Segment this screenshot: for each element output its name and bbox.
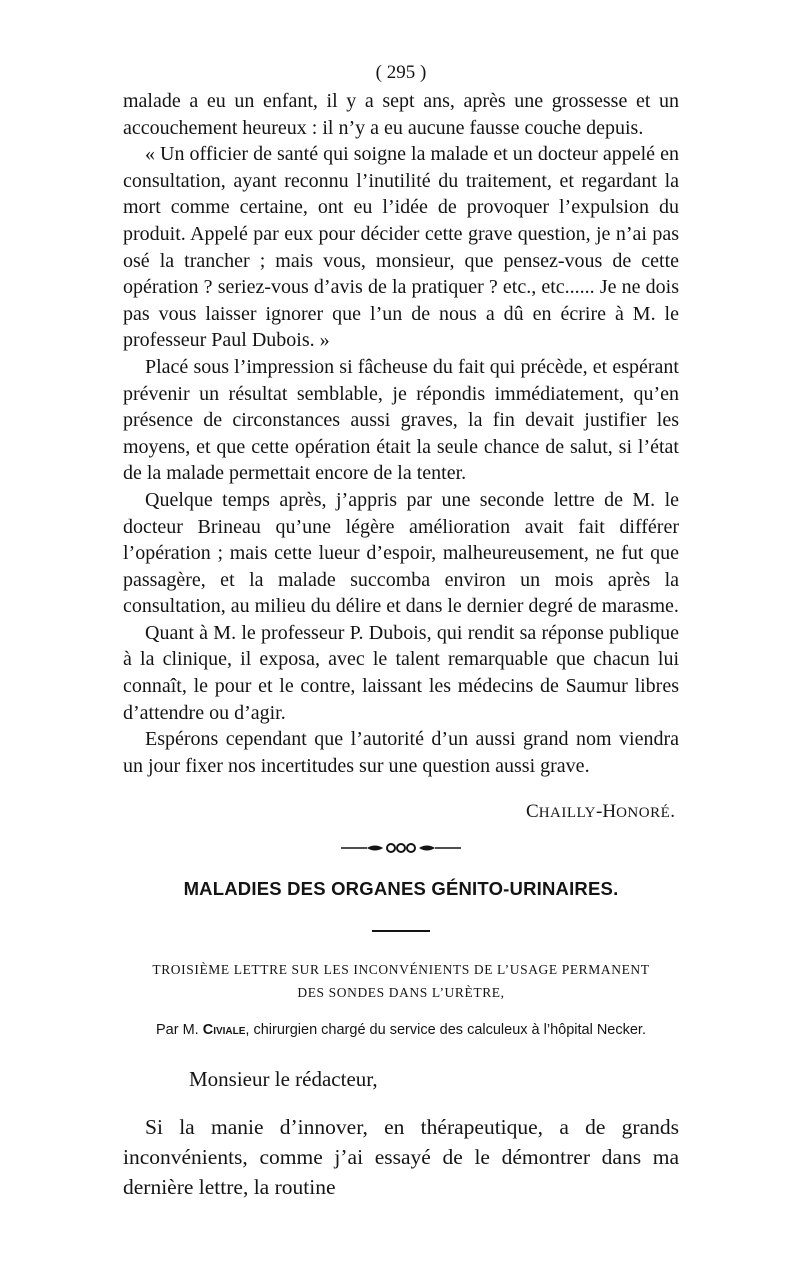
letter-title-line-2: DES SONDES DANS L’URÈTRE, <box>297 985 505 1001</box>
paragraph-5: Quant à M. le professeur P. Dubois, qui rendit sa réponse publique à la clinique, il exposa, avec le talent remarquable que chacun lui connaît, le pour et le contre, laissant les médecins de Saumur libres d’attendre ou d’agir. <box>123 621 679 724</box>
paragraph-1: malade a eu un enfant, il y a sept ans, après une grossesse et un accouchement heureux : il n’y a eu aucune fausse couche depuis. <box>123 90 679 139</box>
page-number: ( 295 ) <box>375 62 427 83</box>
letter-title <box>123 958 679 1004</box>
letter-title-line-1: TROISIÈME LETTRE SUR LES INCONVÉNIENTS DE L’USAGE PERMANENT <box>152 962 650 978</box>
book-page <box>123 58 679 1202</box>
paragraph-3: Placé sous l’impression si fâcheuse du fait qui précède, et espérant prévenir un résultat semblable, je répondis immédiatement, qu’en présence de circonstances aussi graves, la fin devait justifier les moyens, et que cette opération était la seule chance de salut, si l’état de la malade permettait encore de la tenter. <box>123 355 679 485</box>
letter-body <box>123 88 679 779</box>
salutation: Monsieur le rédacteur, <box>189 1067 378 1092</box>
closing-text <box>123 1112 679 1202</box>
paragraph-6: Espérons cependant que l’autorité d’un aussi grand nom viendra un jour fixer nos incertitudes sur une question aussi grave. <box>123 728 679 777</box>
closing-paragraph: Si la manie d’innover, en thérapeutique, a de grands inconvénients, comme j’ai essayé de le démontrer dans ma dernière lettre, la routine <box>123 1115 679 1200</box>
signature: CHAILLY-HONORÉ. <box>526 801 675 823</box>
author-name: Civiale <box>202 1022 246 1039</box>
ornament-icon <box>341 840 461 856</box>
paragraph-4: Quelque temps après, j’appris par une seconde lettre de M. le docteur Brineau qu’une légère amélioration avait fait différer l’opération ; mais cette lueur d’espoir, malheureusement, ne fut que passagère, et la malade succomba environ un mois après la consultation, au milieu du délire et dans le dernier degré de marasme. <box>123 488 679 618</box>
ornament-divider <box>123 840 679 860</box>
paragraph-2: « Un officier de santé qui soigne la malade et un docteur appelé en consultation, ayant reconnu l’inutilité du traitement, et regardant la mort comme certaine, ont eu l’idée de provoquer l’expulsion du produit. Appelé par eux pour décider cette grave question, je n’ai pas osé la trancher ; mais vous, monsieur, que pensez-vous de cette opération ? seriez-vous d’avis de la pratiquer ? etc., etc...... Je ne dois pas vous laisser ignorer que l’un de nous a dû en écrire à M. le professeur Paul Dubois. » <box>123 143 679 352</box>
author-byline: Par M. Civiale, chirurgien chargé du service des calculeux à l’hôpital Necker. <box>155 1022 646 1039</box>
title-rule <box>372 930 430 932</box>
section-title: MALADIES DES ORGANES GÉNITO-URINAIRES. <box>183 878 619 900</box>
